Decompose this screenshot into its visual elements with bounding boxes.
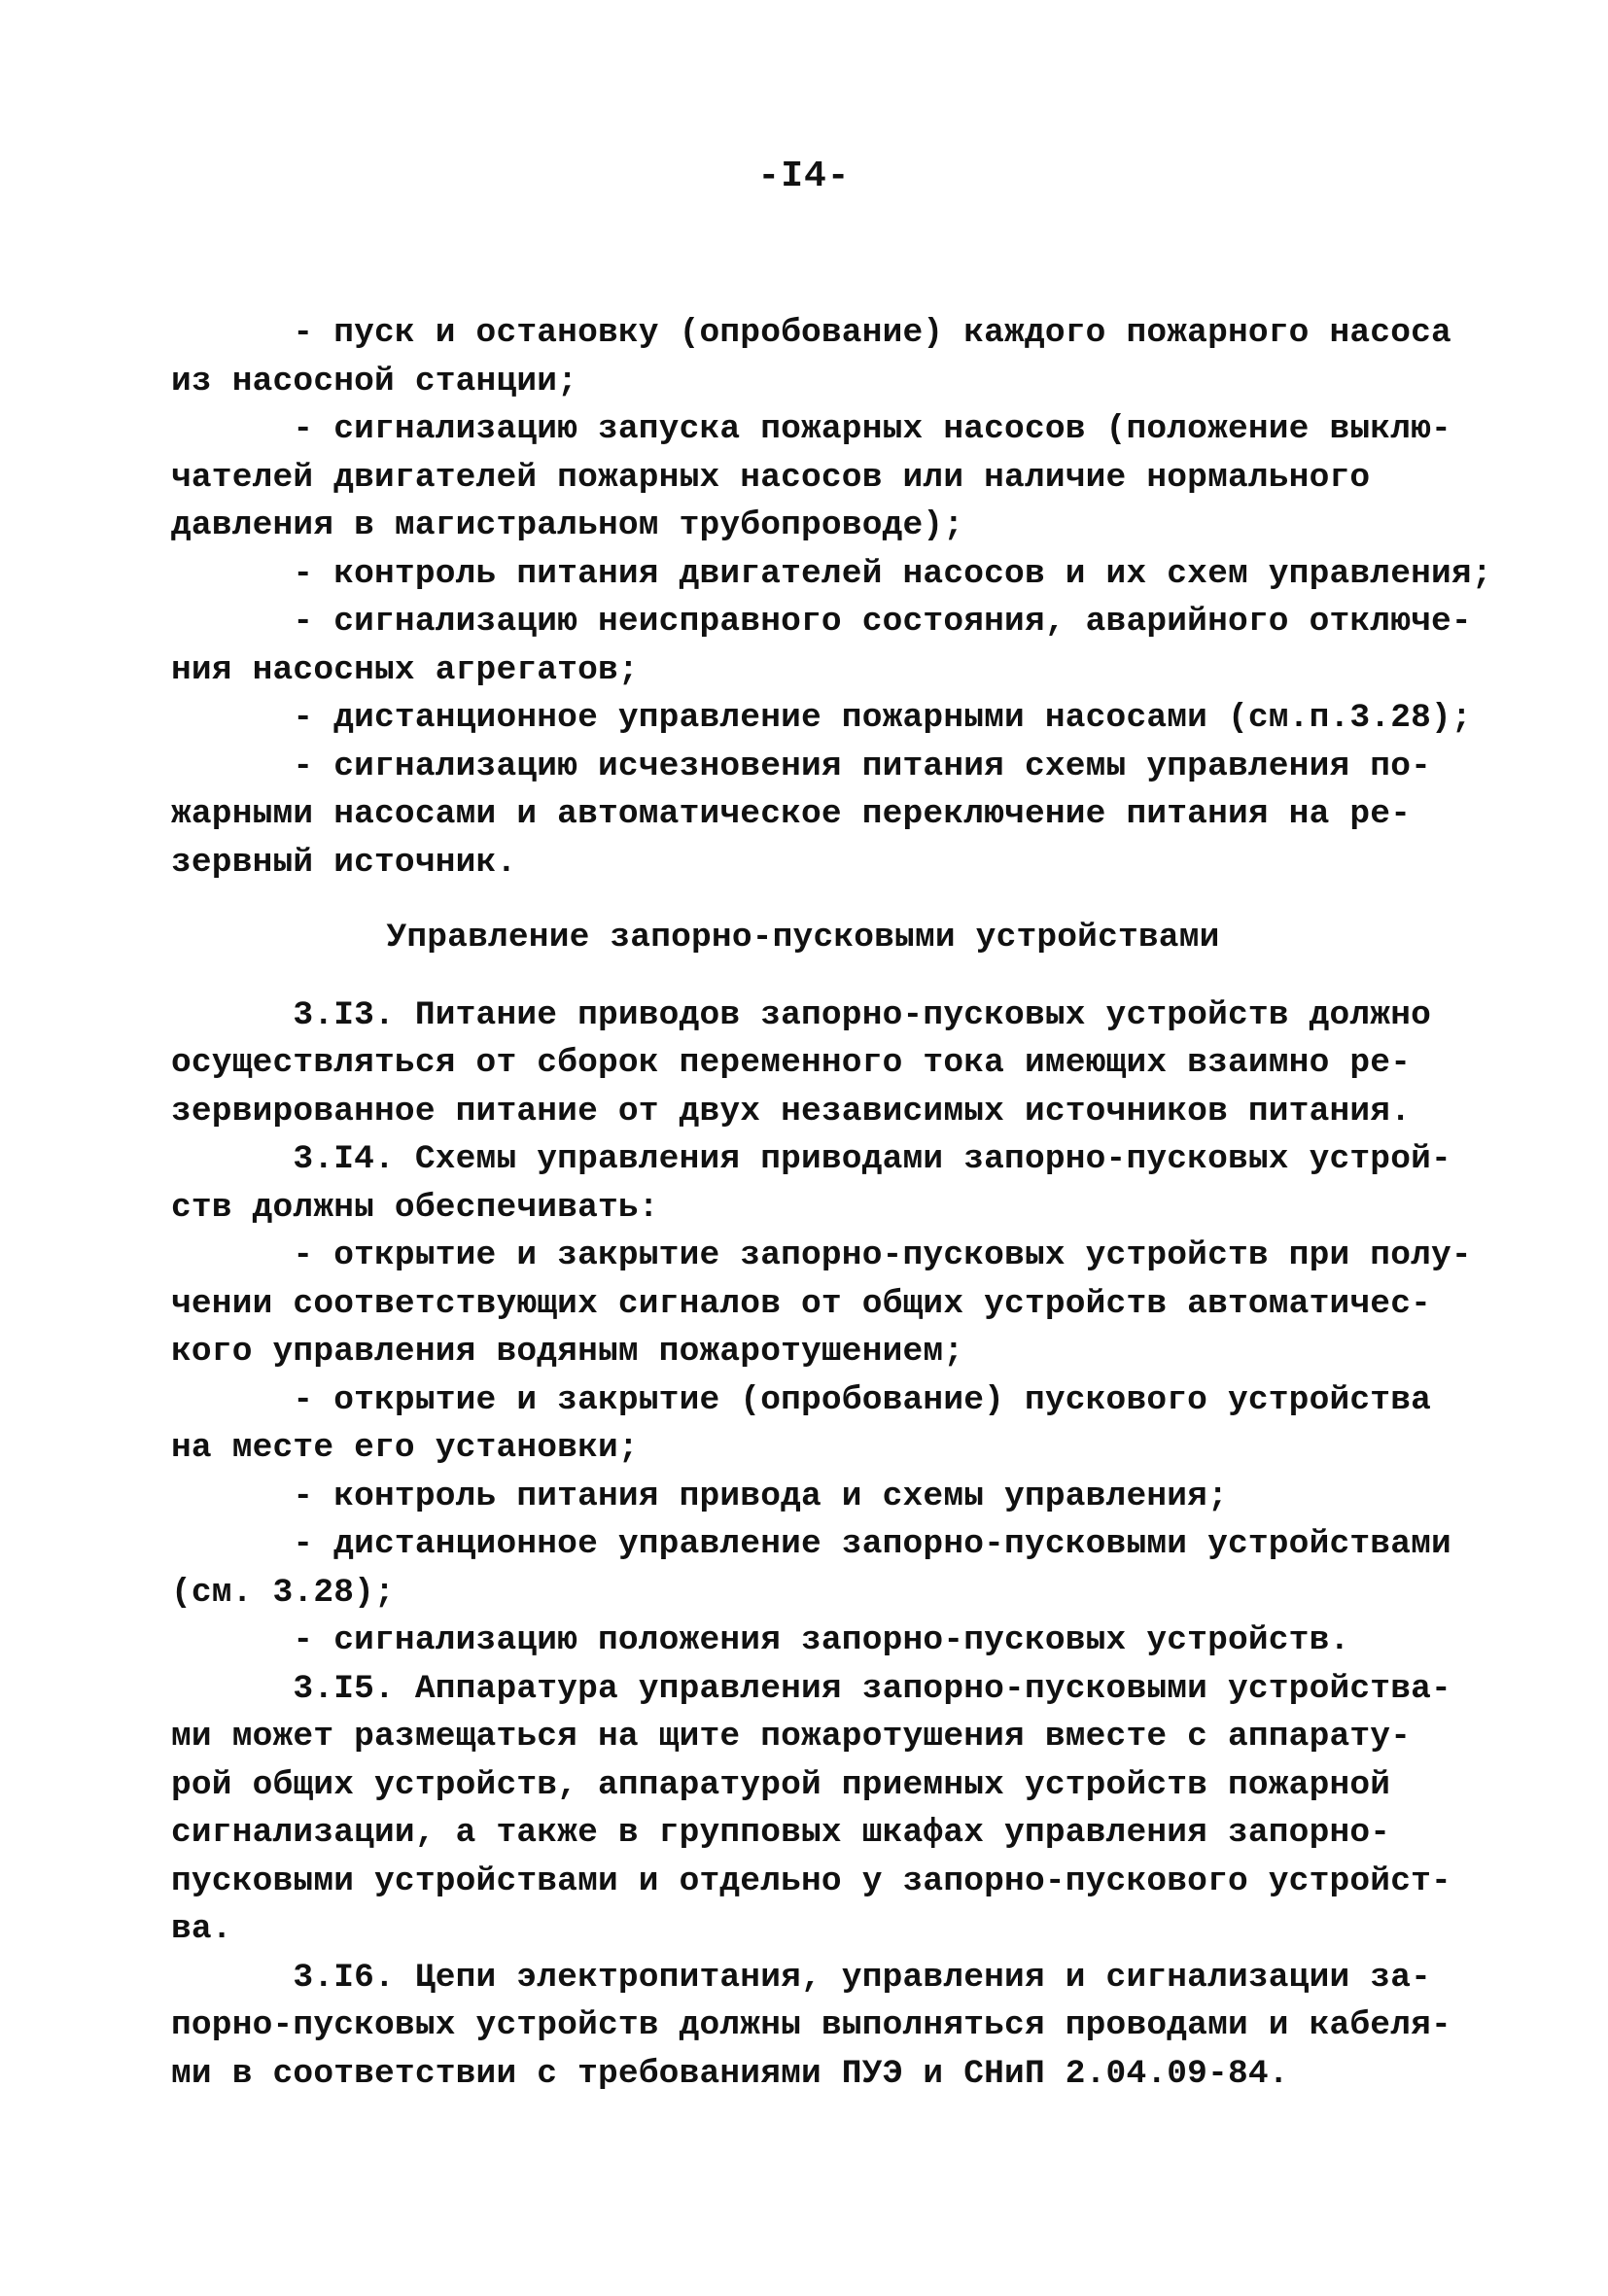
text-line: - открытие и закрытие запорно-пусковых устройств при полу- xyxy=(171,1236,1472,1274)
text-line: - контроль питания двигателей насосов и их схем управления; xyxy=(171,554,1492,593)
text-line: кого управления водяным пожаротушением; xyxy=(171,1333,964,1371)
text-line: (см. 3.28); xyxy=(171,1573,395,1612)
text-line: на месте его установки; xyxy=(171,1429,639,1467)
text-line: чателей двигателей пожарных насосов или наличие нормального xyxy=(171,458,1371,497)
paragraph-block-2 xyxy=(171,991,1472,2099)
text-line: чении соответствующих сигналов от общих устройств автоматичес- xyxy=(171,1284,1432,1323)
text-line: - сигнализацию положения запорно-пусковых устройств. xyxy=(171,1621,1350,1659)
page-number: -I4- xyxy=(757,156,851,197)
text-line: - сигнализацию запуска пожарных насосов (положение выклю- xyxy=(171,410,1451,448)
text-line: 3.I3. Питание приводов запорно-пусковых устройств должно xyxy=(171,995,1432,1034)
text-line: ва. xyxy=(171,1910,232,1948)
text-line: - дистанционное управление запорно-пусковыми устройствами xyxy=(171,1525,1451,1563)
text-line: - сигнализацию неисправного состояния, аварийного отключе- xyxy=(171,603,1472,641)
document-body xyxy=(171,309,1492,2098)
text-line: жарными насосами и автоматическое переключение питания на ре- xyxy=(171,795,1412,833)
text-line: - дистанционное управление пожарными насосами (см.п.3.28); xyxy=(171,699,1472,737)
text-line: осуществляться от сборок переменного тока имеющих взаимно ре- xyxy=(171,1044,1412,1082)
text-line: ми в соответствии с требованиями ПУЭ и СНиП 2.04.09-84. xyxy=(171,2054,1289,2093)
text-line: 3.I5. Аппаратура управления запорно-пусковыми устройства- xyxy=(171,1669,1451,1708)
text-line: зервный источник. xyxy=(171,843,517,882)
text-line: - открытие и закрытие (опробование) пускового устройства xyxy=(171,1380,1432,1419)
text-line: ния насосных агрегатов; xyxy=(171,650,639,689)
text-line: 3.I6. Цепи электропитания, управления и сигнализации за- xyxy=(171,1958,1432,1997)
text-line: пусковыми устройствами и отдельно у запорно-пускового устройст- xyxy=(171,1861,1451,1900)
text-line: - пуск и остановку (опробование) каждого пожарного насоса xyxy=(171,314,1451,352)
text-line: рой общих устройств, аппаратурой приемных устройств пожарной xyxy=(171,1765,1391,1804)
text-line: порно-пусковых устройств должны выполняться проводами и кабеля- xyxy=(171,2006,1451,2044)
paragraph-block-1 xyxy=(171,309,1492,887)
text-line: - контроль питания привода и схемы управления; xyxy=(171,1477,1228,1515)
text-line: ми может размещаться на щите пожаротушения вместе с аппарату- xyxy=(171,1718,1412,1756)
text-line: - сигнализацию исчезновения питания схемы управления по- xyxy=(171,747,1432,785)
text-line: давления в магистральном трубопроводе); xyxy=(171,506,964,544)
text-line: сигнализации, а также в групповых шкафах управления запорно- xyxy=(171,1814,1391,1852)
text-line: зервированное питание от двух независимых источников питания. xyxy=(171,1092,1412,1131)
text-line: из насосной станции; xyxy=(171,362,578,400)
section-heading: Управление запорно-пусковыми устройствами xyxy=(386,919,1220,957)
text-line: ств должны обеспечивать: xyxy=(171,1188,659,1227)
text-line: 3.I4. Схемы управления приводами запорно-пусковых устрой- xyxy=(171,1140,1451,1178)
